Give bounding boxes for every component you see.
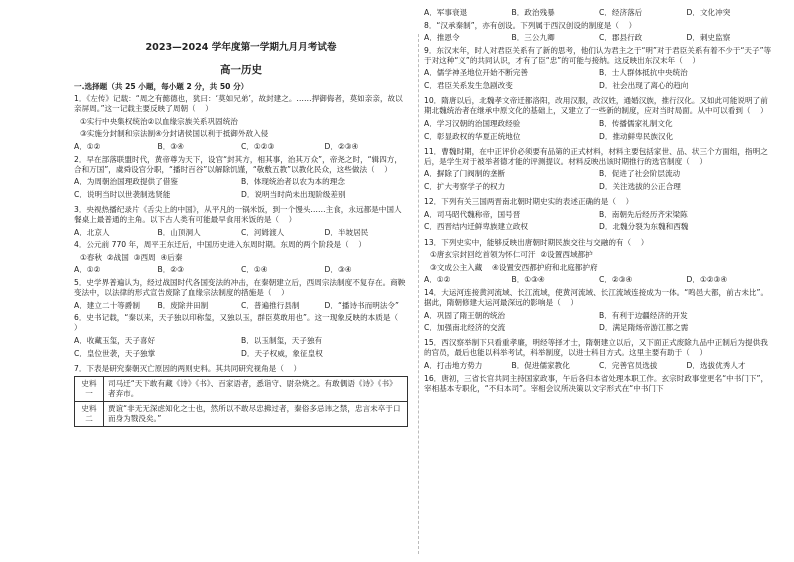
option: B．以玉制玺，天子独有 bbox=[241, 335, 323, 345]
option: B．体现统治者以农为本的理念 bbox=[241, 177, 345, 187]
option: B．有利于边疆经济的开发 bbox=[599, 310, 688, 320]
question-stem: 14．大运河连接黄河流域、长江流域，使黄河流域、长江流域连接成为一体。“鸣邑大都，前古未比”。据此，隋朝修建大运河最深远的影响是（ ） bbox=[424, 288, 769, 308]
question-stem: 6．史书记载，“秦以来，天子独以印称玺，又独以玉，群臣莫敢用也”。这一现象反映的本质是（ ） bbox=[74, 313, 408, 333]
option: A．北京人 bbox=[74, 227, 110, 237]
option: C．君臣关系发生急剧改变 bbox=[424, 81, 513, 91]
options-row bbox=[74, 228, 408, 238]
question-14 bbox=[424, 288, 774, 336]
option: D．半坡居民 bbox=[324, 227, 369, 237]
question-13 bbox=[424, 238, 774, 286]
option: D．文化冲突 bbox=[686, 8, 731, 17]
question-stem: 3．央视热播纪录片《舌尖上的中国》，从平凡的一锅米饭，到一个馒头……主食，永远都是中国人餐桌上最普通的主角。以下古人类有可能最早食用米饭的是（ ） bbox=[74, 205, 402, 225]
question-stem: 7．下表是研究秦朝灭亡原因的两则史料。其共同研究视角是（ ） bbox=[74, 363, 302, 373]
exam-title: 2023—2024 学年度第一学期九月月考试卷 bbox=[145, 42, 337, 53]
options-grid bbox=[424, 68, 774, 93]
option: C．①②③ bbox=[241, 141, 275, 151]
option: C．彰显政权的华夏正统地位 bbox=[424, 131, 521, 141]
question-stem: 9．东汉末年，时人对君臣关系有了新的思考，他们认为君主之于“明”对于君臣关系有着不少于“天子”等于对这种“义”的共同认识，才有了臣“忠”的可能与接纳。这反映出东汉末年（ ） bbox=[424, 45, 772, 65]
option: C．②③④ bbox=[599, 275, 633, 285]
table-row bbox=[75, 402, 408, 427]
options-row bbox=[424, 361, 774, 371]
option: D．推动鲜卑民族汉化 bbox=[599, 131, 674, 141]
option: A．①② bbox=[424, 275, 451, 285]
question-stem: 15．西汉察举制下只看重孝廉，明经等择才士，隋朝建立以后，又下面正式废除九品中正制后为提供我的官员，最后也能以科举考试，科举制度，以进士科目方式。这里主要有助于（ ） bbox=[424, 338, 768, 358]
question-stem: 16．唐初，三省长官共同主持国家政事，午后各归本省处理本职工作。玄宗时政事堂更名“中书门下”，宰相基本专职化，“不归本司”。宰相会议所决策以文字形式在“中书门下 bbox=[424, 373, 769, 393]
options-grid bbox=[74, 336, 408, 361]
option: B．士人群体抵抗中央统治 bbox=[599, 68, 688, 78]
question-3 bbox=[74, 205, 408, 238]
right-column bbox=[424, 8, 774, 396]
statement-line: ①实行中央集权统治②以血缘宗族关系巩固统治 bbox=[80, 116, 238, 126]
option: B．政治残暴 bbox=[511, 8, 555, 17]
column-divider bbox=[418, 34, 419, 554]
option: A．推恩令 bbox=[424, 33, 460, 43]
question-stem: 4．公元前 770 年，周平王东迁后，中国历史进入东周时期。东周的两个阶段是（ ） bbox=[74, 240, 366, 250]
question-7 bbox=[74, 364, 408, 428]
option: B．三公九卿 bbox=[511, 33, 555, 43]
option: C．普遍推行县制 bbox=[241, 300, 300, 310]
option: D．满足隋炀帝游江都之需 bbox=[599, 323, 689, 333]
option: A．为周朝治国理政提供了借鉴 bbox=[74, 177, 178, 187]
question-stem: 13．下列史实中，能够反映出唐朝时期民族交往与交融的有（ ） bbox=[424, 237, 649, 247]
options-grid bbox=[424, 169, 774, 194]
option: C．完善官员选拔 bbox=[599, 361, 658, 371]
option: A．司马昭代魏称帝，国号晋 bbox=[424, 209, 521, 219]
row-text: 司马迁“天下敢有藏《诗》《书》、百家语者，悉诣守、尉杂烧之。有敢偶语《诗》《书》者弃市。 bbox=[104, 377, 408, 402]
question-5 bbox=[74, 278, 408, 311]
option: D．说明当时尚未出现阶级差别 bbox=[241, 189, 346, 199]
option: C．加强南北经济的交流 bbox=[424, 323, 506, 333]
statement-line: ③实施分封制和宗法制④分封诸侯国以利于抵御外敌入侵 bbox=[80, 129, 269, 139]
question-9 bbox=[424, 46, 774, 94]
option: A．打击地方势力 bbox=[424, 361, 483, 371]
statement-line: ①春秋 ②战国 ③西周 ④后秦 bbox=[80, 252, 183, 262]
question-10 bbox=[424, 96, 774, 144]
option: B．促进了社会阶层流动 bbox=[599, 169, 681, 179]
question-stem: 11．曹魏时期，在中正评价必须要有品第的正式材料，材料主要包括家世、品、状三个方面组，指明之后，是学生对于被举者德才能的评测提议。材料反映出该时期推行的选官制度（ ） bbox=[424, 146, 768, 166]
options-grid bbox=[424, 311, 774, 336]
option: C．①④ bbox=[241, 265, 268, 275]
question-16 bbox=[424, 374, 774, 394]
option: D．①②③④ bbox=[686, 275, 728, 285]
option: A．摒除了门阀制的垄断 bbox=[424, 169, 506, 179]
option: C．郡县行政 bbox=[599, 33, 643, 43]
option: A．军事衰退 bbox=[424, 8, 468, 17]
row-label: 史料一 bbox=[75, 377, 104, 402]
options-grid bbox=[74, 177, 408, 202]
option: D．“播诗书而明法令” bbox=[324, 300, 399, 310]
options-grid bbox=[424, 210, 774, 235]
option: D．②③④ bbox=[324, 141, 359, 151]
exam-subtitle: 高一历史 bbox=[220, 63, 262, 76]
row-text: 贾谊“非无无深虑知化之士也，然所以不敢尽忠拂过者，秦俗多忌讳之禁，忠言未卒于口而身为戮没矣。” bbox=[104, 402, 408, 427]
option: A．收藏玉玺，天子喜好 bbox=[74, 335, 156, 345]
option: A．建立二十等爵制 bbox=[74, 300, 140, 310]
option: C．扩大考察学子的权力 bbox=[424, 181, 506, 191]
question-stem: 8．“汉承秦制”，亦有创设。下列属于西汉创设的制度是（ ） bbox=[424, 20, 637, 30]
question-2 bbox=[74, 155, 408, 203]
question-stem: 12．下列有关三国两晋南北朝时期史实的表述正确的是（ ） bbox=[424, 197, 634, 207]
option: B．废除井田制 bbox=[157, 300, 209, 310]
options-row bbox=[74, 265, 408, 275]
option: B．南朝先后经历齐宋梁陈 bbox=[599, 209, 688, 219]
option: D．关注选拔的公正合理 bbox=[599, 181, 681, 191]
option: C．皇位世袭，天子独掌 bbox=[74, 348, 156, 358]
option: A．巩固了隋王朝的统治 bbox=[424, 310, 506, 320]
options-row bbox=[424, 33, 774, 43]
option: A．学习汉朝的治国理政经验 bbox=[424, 118, 521, 128]
option: B．促进儒家教化 bbox=[511, 361, 570, 371]
option: B．②③ bbox=[157, 265, 184, 275]
question-8 bbox=[424, 21, 774, 44]
left-column bbox=[74, 8, 408, 427]
option: C．河姆渡人 bbox=[241, 227, 285, 237]
option: D．天子权威，象征皇权 bbox=[241, 348, 323, 358]
table-row bbox=[75, 377, 408, 402]
section-heading: 一.选择题（共 25 小题，每小题 2 分，共 50 分） bbox=[74, 81, 249, 91]
option: A．①② bbox=[74, 265, 101, 275]
question-stem: 5．史学界普遍认为，经过战国时代各国变法的冲击，在秦朝建立后，西周宗法制度不复存在。商鞅变法中，以法律的形式宣告废除了血缘宗法制度的措施是（ ） bbox=[74, 278, 406, 298]
options-grid bbox=[424, 119, 774, 144]
option: D．社会出现了离心的趋向 bbox=[599, 81, 689, 91]
question-stem: 10．隋唐以后，北魏孝文帝迁都洛阳，改用汉服，改汉姓，通婚汉族，推行汉化。又如此可能说明了前期北魏统治者在继承中原文化的基础上，又建立了一些新的制度，应对当时局面。从中可以看到（ ） bbox=[424, 96, 768, 116]
question-15 bbox=[424, 338, 774, 371]
option: A．①② bbox=[74, 141, 101, 151]
statement-line: ③文成公主入藏 ④设置安西都护府和北庭都护府 bbox=[430, 262, 598, 272]
option: D．刺史监察 bbox=[686, 33, 731, 43]
statement-line: ①唐玄宗封回纥首领为怀仁可汗 ②设置西域都护 bbox=[430, 250, 593, 260]
options-row bbox=[424, 275, 774, 285]
option: B．传播儒家礼制文化 bbox=[599, 118, 673, 128]
option: D．北魏分裂为东魏和西魏 bbox=[599, 222, 689, 232]
option: B．①③④ bbox=[511, 275, 545, 285]
question-11 bbox=[424, 147, 774, 195]
options-row bbox=[74, 142, 408, 152]
option: D．③④ bbox=[324, 265, 352, 275]
question-1 bbox=[74, 94, 408, 152]
options-row bbox=[74, 301, 408, 311]
question-stem: 2．早在部落联盟时代，黄帝尊为天下，设官“封其方，相其事，治其万众”，帝尧之时，“辑四方，合和万国”，虞舜设官分职，“播时百谷”以解除饥馑，“敬敷五教”以教化民众，这些做法（ ） bbox=[74, 154, 402, 174]
option: B．③④ bbox=[157, 141, 184, 151]
option: C．说明当时以世袭制选贤能 bbox=[74, 189, 171, 199]
question-7-options bbox=[424, 8, 774, 18]
row-label: 史料二 bbox=[75, 402, 104, 427]
option: C．西晋结内迁鲜卑族建立政权 bbox=[424, 222, 529, 232]
option: B．山顶洞人 bbox=[157, 227, 201, 237]
question-6 bbox=[74, 313, 408, 361]
question-stem: 1．《左传》记载：“周之有懿德也，犹曰：‘莫如兄弟’，故封建之。……捍御侮者，莫如亲亲，故以亲屏周。”这一记载主要反映了周朝（ ） bbox=[74, 94, 403, 114]
question-4 bbox=[74, 240, 408, 275]
question-12 bbox=[424, 197, 774, 235]
option: D．选拔优秀人才 bbox=[686, 361, 746, 371]
source-table bbox=[74, 376, 408, 427]
option: A．儒学神圣地位开始不断完善 bbox=[424, 68, 528, 78]
option: C．经济落后 bbox=[599, 8, 643, 17]
